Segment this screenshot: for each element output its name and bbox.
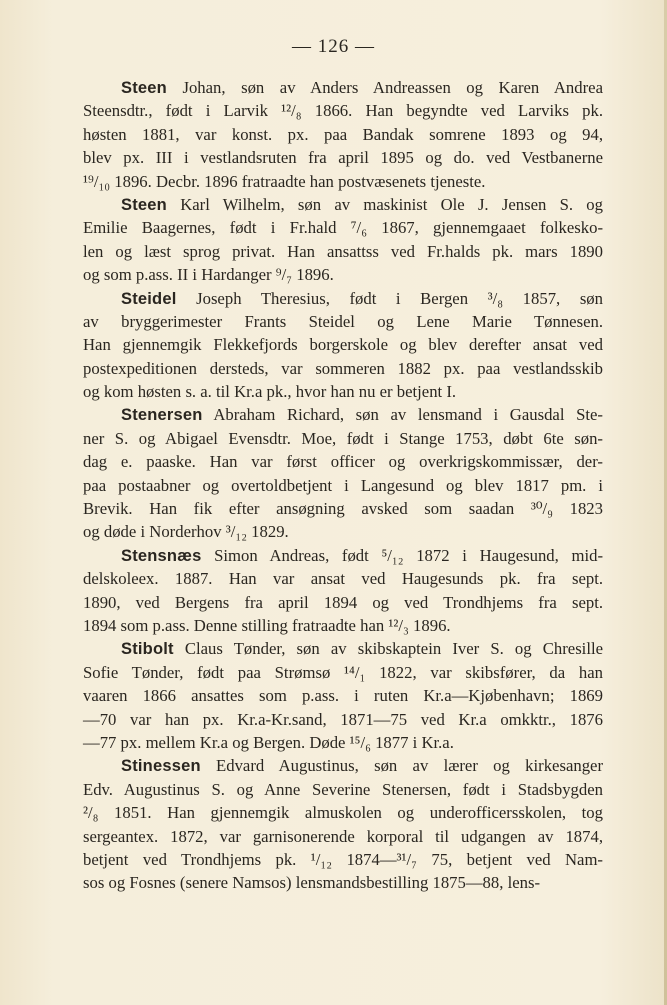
- text-line: len og læst sprog privat. Han ansattss ved Fr.halds pk. mars 1890: [83, 241, 603, 261]
- entry-text: Claus Tønder, søn av skibskaptein Iver S. og Chresille: [173, 639, 603, 659]
- text-line: [83, 287, 603, 310]
- text-line: —77 px. mellem Kr.a og Bergen. Døde ¹⁵/₆ 1877 i Kr.a.: [83, 732, 454, 752]
- text-line: [83, 637, 603, 660]
- text-line: —70 var han px. Kr.a-Kr.sand, 1871—75 ved Kr.a omkktr., 1876: [83, 709, 603, 729]
- text-line: av bryggerimester Frants Steidel og Lene Marie Tønnesen.: [83, 311, 603, 331]
- text-line: sos og Fosnes (senere Namsos) lensmandsbestilling 1875—88, lens-: [83, 873, 541, 893]
- text-line: høsten 1881, var konst. px. paa Bandak somrene 1893 og 94,: [83, 124, 603, 144]
- text-line: ner S. og Abigael Evensdtr. Moe, født i Stange 1753, døbt 6te søn-: [83, 428, 603, 448]
- text-line: vaaren 1866 ansattes som p.ass. i ruten Kr.a—Kjøbenhavn; 1869: [83, 686, 603, 706]
- text-line: [83, 544, 603, 567]
- biographical-entry: [83, 193, 603, 287]
- text-line: sergeantex. 1872, var garnisonerende korporal til udgangen av 1874,: [83, 826, 603, 846]
- text-line: delskoleex. 1887. Han var ansat ved Haugesunds pk. fra sept.: [83, 569, 603, 589]
- text-line: og kom høsten s. a. til Kr.a pk., hvor han nu er betjent I.: [83, 382, 457, 402]
- text-line: [83, 754, 603, 777]
- entry-text: Karl Wilhelm, søn av maskinist Ole J. Jensen S. og: [166, 194, 603, 214]
- entry-surname: Steen: [121, 79, 167, 97]
- page-body: [83, 76, 603, 895]
- text-line: betjent ved Trondhjems pk. ¹/₁₂ 1874—³¹/₇ 75, betjent ved Nam-: [83, 849, 603, 869]
- text-line: ²/₈ 1851. Han gjennemgik almuskolen og underofficersskolen, tog: [83, 803, 603, 823]
- text-line: dag e. paaske. Han var først officer og overkrigskommissær, der-: [83, 452, 603, 472]
- biographical-entry: [83, 287, 603, 404]
- biographical-entry: [83, 544, 603, 638]
- page-number-header: — 126 —: [292, 36, 375, 57]
- entry-text: Simon Andreas, født ⁵/₁₂ 1872 i Haugesund, mid-: [201, 545, 603, 565]
- entry-surname: Steidel: [121, 289, 177, 308]
- entry-surname: Stinessen: [121, 757, 201, 776]
- text-line: 1890, ved Bergens fra april 1894 og ved Trondhjems fra sept.: [83, 592, 603, 612]
- entry-surname: Steen: [121, 195, 167, 214]
- text-line: Sofie Tønder, født paa Strømsø ¹⁴/₁ 1822, var skibsfører, da han: [83, 662, 603, 682]
- text-line: Brevik. Han fik efter ansøgning avsked som saadan ³⁰/₉ 1823: [83, 499, 603, 519]
- text-line: [83, 403, 603, 426]
- entry-text: Edvard Augustinus, søn av lærer og kirkesanger: [200, 756, 603, 776]
- biographical-entry: [83, 403, 603, 543]
- biographical-entry: [83, 637, 603, 754]
- text-line: og døde i Norderhov ³/₁₂ 1829.: [83, 522, 289, 542]
- text-line: Steensdtr., født i Larvik ¹²/₈ 1866. Han begyndte ved Larviks pk.: [83, 101, 603, 121]
- text-line: blev px. III i vestlandsruten fra april 1895 og do. ved Vestbanerne: [83, 148, 603, 168]
- text-line: ¹⁹/₁₀ 1896. Decbr. 1896 fratraadte han postvæsenets tjeneste.: [83, 171, 486, 191]
- text-line: 1894 som p.ass. Denne stilling fratraadte han ¹²/₃ 1896.: [83, 615, 451, 635]
- text-line: og som p.ass. II i Hardanger ⁹/₇ 1896.: [83, 265, 334, 285]
- entry-surname: Stenersen: [121, 406, 203, 425]
- entry-text: Abraham Richard, søn av lensmand i Gausdal Ste-: [202, 405, 603, 425]
- text-line: Edv. Augustinus S. og Anne Severine Stenersen, født i Stadsbygden: [83, 779, 603, 799]
- text-line: [83, 193, 603, 216]
- text-line: postexpeditionen dersteds, var sommeren 1882 px. paa vestlandsskib: [83, 358, 603, 378]
- entry-text: Joseph Theresius, født i Bergen ³/₈ 1857, søn: [176, 288, 603, 308]
- text-line: paa postaabner og overtoldbetjent i Langesund og blev 1817 pm. i: [83, 475, 603, 495]
- entry-text: Johan, søn av Anders Andreassen og Karen Andrea: [166, 78, 603, 97]
- text-line: Han gjennemgik Flekkefjords borgerskole og blev derefter ansat ved: [83, 335, 603, 355]
- text-line: [83, 76, 603, 99]
- biographical-entry: [83, 754, 603, 894]
- entry-surname: Stensnæs: [121, 546, 202, 565]
- text-line: Emilie Baagernes, født i Fr.hald ⁷/₆ 1867, gjennemgaaet folkesko-: [83, 218, 603, 238]
- entry-surname: Stibolt: [121, 640, 174, 659]
- biographical-entry: [83, 76, 603, 193]
